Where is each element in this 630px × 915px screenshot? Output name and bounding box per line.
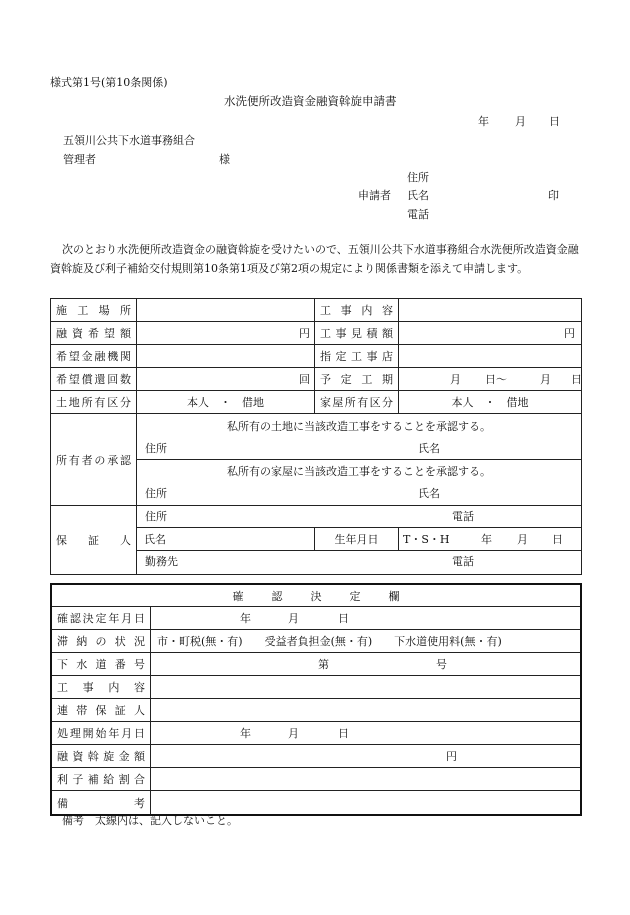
addressee-sama: 様 <box>219 153 230 166</box>
form-number: 様式第1号(第10条関係) <box>50 76 168 89</box>
birth-month: 月 <box>517 533 528 546</box>
start-day: 日 <box>338 727 349 740</box>
joint-guarantor-value <box>151 699 580 721</box>
estimate-label: 工事見積額 <box>320 327 393 340</box>
site-value <box>137 299 315 321</box>
house-owner-label: 家屋所有区分 <box>320 396 393 409</box>
consent-land-address: 住所 <box>145 442 167 455</box>
era-options: T・S・H <box>403 533 450 546</box>
bank-label: 希望金融機関 <box>56 350 131 363</box>
loan-amount-yen: 円 <box>299 327 310 340</box>
table-row <box>52 768 580 791</box>
start-year: 年 <box>240 727 251 740</box>
contractor-value <box>399 345 581 367</box>
main-grid <box>50 298 582 575</box>
estimate-yen: 円 <box>564 327 575 340</box>
date-month-label: 月 <box>515 115 526 128</box>
site-label: 施工場所 <box>56 304 131 317</box>
table-row <box>52 676 580 699</box>
decision-month: 月 <box>288 612 299 625</box>
guarantor-work-phone: 電話 <box>452 555 474 568</box>
owner-consent-label: 所有者の承認 <box>56 453 131 467</box>
form-title: 水洗便所改造資金融資斡旋申請書 <box>224 94 397 108</box>
consent-land-name: 氏名 <box>418 442 440 455</box>
guarantor-address: 住所 <box>145 510 167 523</box>
confirm-work-content-value <box>151 676 580 698</box>
guarantor-phone: 電話 <box>452 510 474 523</box>
guarantor-name: 氏名 <box>137 528 315 550</box>
period-label: 予定工期 <box>320 373 393 386</box>
house-owner-options: 本人 ・ 借地 <box>451 396 529 409</box>
decision-date-label: 確認決定年月日 <box>57 612 145 625</box>
sewer-no-go: 号 <box>436 658 447 671</box>
guarantor-birthdate-label: 生年月日 <box>315 528 399 550</box>
guarantor-workplace: 勤務先 <box>145 555 178 568</box>
start-date-label: 処理開始年月日 <box>57 727 145 740</box>
table-row <box>52 791 580 814</box>
consent-land-text: 私所有の土地に当該改造工事をすることを承認する。 <box>227 419 491 433</box>
work-content-value <box>399 299 581 321</box>
table-row <box>51 345 581 368</box>
table-row <box>52 607 580 630</box>
table-row <box>52 722 580 745</box>
period-value <box>399 368 581 390</box>
start-month: 月 <box>288 727 299 740</box>
guarantor-block <box>51 506 581 574</box>
table-row <box>52 630 580 653</box>
owner-consent-block <box>51 414 581 506</box>
addressee-title: 管理者 <box>63 153 96 166</box>
applicant-name-label: 氏名 <box>407 189 429 202</box>
decision-year: 年 <box>240 612 251 625</box>
confirm-loan-yen: 円 <box>446 750 457 763</box>
date-day-label: 日 <box>549 115 560 128</box>
table-row <box>52 699 580 722</box>
applicant-address-label: 住所 <box>407 171 429 184</box>
remarks-label: 備考 <box>57 796 145 810</box>
table-row <box>52 653 580 676</box>
confirm-work-content-label: 工事内容 <box>57 681 145 694</box>
footnote: 備考 太線内は、記入しないこと。 <box>62 814 238 827</box>
bank-value <box>137 345 315 367</box>
table-row <box>51 322 581 345</box>
consent-house-text: 私所有の家屋に当該改造工事をすることを承認する。 <box>227 465 491 478</box>
table-row <box>52 745 580 768</box>
confirm-loan-amount-label: 融資斡旋金額 <box>57 750 145 763</box>
birth-year: 年 <box>481 533 492 546</box>
table-row <box>51 299 581 322</box>
confirm-grid <box>50 583 582 816</box>
work-content-label: 工事内容 <box>320 304 393 317</box>
arrears-values: 市・町税(無・有) 受益者負担金(無・有) 下水道使用料(無・有) <box>157 635 502 648</box>
contractor-label: 指定工事店 <box>320 350 393 363</box>
addressee-org: 五領川公共下水道事務組合 <box>63 134 195 147</box>
period-day-to: 日 <box>571 373 582 386</box>
remarks-value <box>151 791 580 814</box>
repay-count-unit: 回 <box>299 373 310 386</box>
consent-house-name: 氏名 <box>418 487 440 500</box>
sewer-no-label: 下水道番号 <box>57 658 145 671</box>
applicant-phone-label: 電話 <box>407 208 429 221</box>
repay-count-label: 希望償還回数 <box>56 373 131 386</box>
period-month-from: 月 <box>450 373 461 386</box>
period-day-from: 日〜 <box>485 373 507 386</box>
decision-day: 日 <box>338 612 349 625</box>
date-year-label: 年 <box>478 115 489 128</box>
land-owner-options: 本人 ・ 借地 <box>187 396 264 409</box>
guarantor-label: 保証人 <box>56 534 131 547</box>
interest-rate-label: 利子補給割合 <box>57 773 145 786</box>
table-row <box>51 391 581 414</box>
joint-guarantor-label: 連帯保証人 <box>57 704 145 717</box>
table-row <box>51 368 581 391</box>
birth-day: 日 <box>552 533 563 546</box>
interest-rate-value <box>151 768 580 790</box>
land-owner-label: 土地所有区分 <box>56 396 131 409</box>
sewer-no-dai: 第 <box>318 658 329 671</box>
application-paragraph: 次のとおり水洗便所改造資金の融資斡旋を受けたいので、五領川公共下水道事務組合水洗便所改造資金融資斡旋及び利子補給交付規則第10条第1項及び第2項の規定により関係書類を添えて申請します。 <box>50 243 579 275</box>
arrears-label: 滞納の状況 <box>57 635 145 648</box>
loan-amount-label: 融資希望額 <box>56 327 131 340</box>
applicant-label: 申請者 <box>358 189 391 202</box>
confirm-header: 確認決定欄 <box>52 585 580 607</box>
period-month-to: 月 <box>540 373 551 386</box>
seal-mark: 印 <box>548 189 559 202</box>
consent-house-address: 住所 <box>145 487 167 500</box>
